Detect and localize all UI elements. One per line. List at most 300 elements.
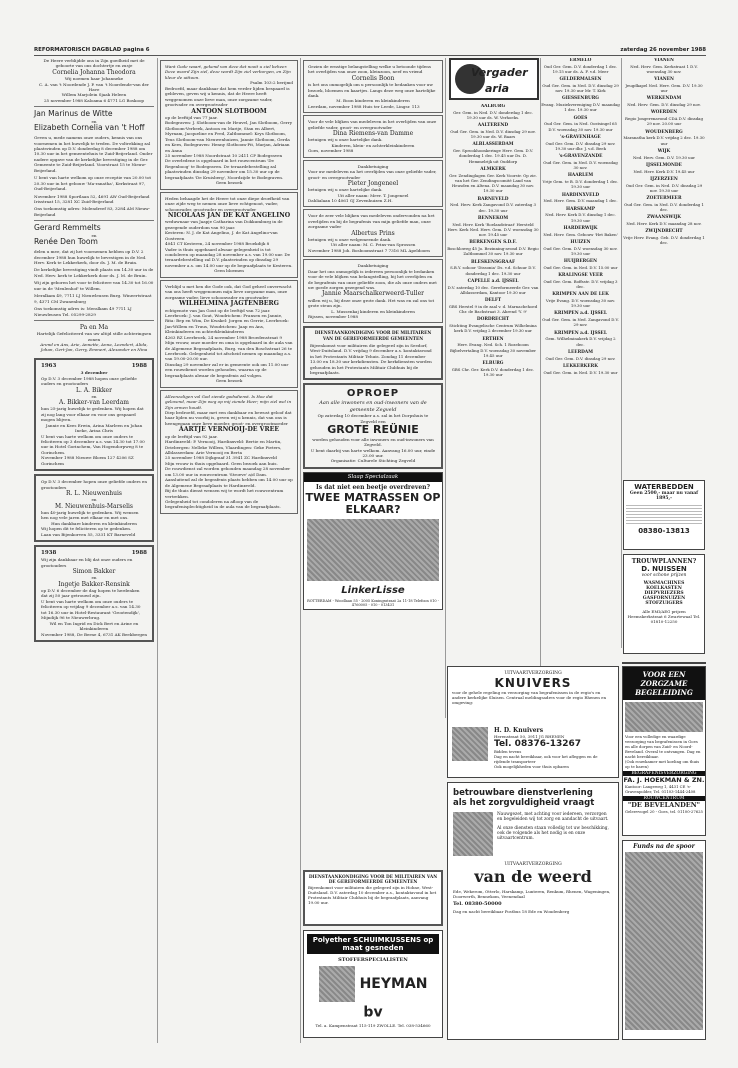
reunion-ad [303, 383, 443, 468]
thanks-signature: Uit aller naam: M. C. Prins-van Sprossen [330, 242, 416, 248]
heyman-kicker: STOFFERSPECIALISTEN [338, 957, 408, 963]
military-heading: DIENSTAANKONDIGING VOOR DE MILITAIREN VAN DE GEREFORMEERDE GEMEENTEN [308, 875, 438, 885]
anniversary-date: 3 december [80, 370, 108, 376]
reunion-subheading: Aan alle inwoners en oud-inwoners van de gemeente Zegveld [319, 399, 427, 413]
knuivers-bullet: Dag en nacht bereikbaar, ook voor het afleggen en de rijdende transporteer [494, 754, 598, 764]
meeting-town: VIANEN [654, 77, 674, 83]
anniversary-address: November 1988, De Berne 4, 6731 AK Beekbergen [41, 631, 147, 637]
meeting-entry [447, 260, 539, 276]
knuivers-text: voor de gehele regeling en verzorging van begrafenissen in de regio's en andere kerkelijke Sluisen. Centraal meldingsadres voor de regio Rhenen en omgeving: [452, 690, 607, 705]
husband-name: L. A. Bikker [76, 386, 112, 394]
meeting-town: HARDERWIJK [563, 225, 598, 231]
mattress-photo [307, 519, 439, 581]
meeting-town: AALTEREND [477, 123, 509, 129]
anniversary-box-1 [34, 358, 154, 471]
meeting-details: Ned. Herv. Gem. D.V. maandag 1 dec. [543, 198, 618, 204]
heyman-address: Tel. a. Kampenstraat 115-119 ZWOLLE. Tel. 038-534660 [315, 1023, 431, 1028]
thanks-3 [303, 160, 443, 208]
vergaderaria-logo [449, 58, 539, 100]
meeting-details: Regio Jongerenavond CDA D.V. dinsdag 29 nov. 20.00 uur [624, 116, 703, 127]
meeting-town: ERMELO [569, 58, 592, 63]
meeting-details: Oud Ger. Gem. D.V. woensdag 30 nov. 19.30 uur [543, 245, 618, 256]
birth-announcement [34, 58, 154, 103]
meeting-details: Ned. Herv. Gem. D.V. dinsdag 29 nov. [627, 102, 701, 108]
anniversary-kids: Hun dankbare kinderen en kleinkinderen [51, 520, 137, 526]
meeting-details: Gem. Wilhelminakerk D.V. vrijdag 2 dec. [545, 336, 616, 347]
meeting-town: LEKKERKERK [563, 363, 598, 369]
meeting-entry [447, 142, 539, 164]
meeting-entry [541, 226, 620, 237]
deceased-age: echtgenote van Jan Gout op de leeftijd van 72 jaar. [165, 307, 271, 313]
obituary-funeral: De rouwdienst zal worden gehouden maandag 28 november om 13.00 uur in rouwcentrum 'Stroeve' a/d Dam. Aansluitend zal de begrafenis plaats hebben om 14.00 uur op de Algemene Begraafplaats te Hardinxveld. [165, 466, 293, 488]
meeting-details: Oud Ger. Gem. D.V. dinsdag 29 nov. 19.30 uur dhr. J. v.d. Beek [545, 140, 616, 151]
thanks-signature: Kinderen, klein- en achterkleinkinderen [331, 142, 415, 148]
reunion-time: U bent daarbij van harte welkom. Aanvang 16.00 uur, einde 23.00 uur. [310, 447, 436, 459]
meeting-details: Ger. Gem. in Ned. D.V. donderdag 1 dec. 19.30 uur ds. W. Verhoeks. [453, 109, 533, 120]
obituary-3 [160, 280, 298, 388]
papa-heading: Pa en Ma [79, 323, 109, 331]
meeting-entry [447, 279, 539, 295]
column-1 [34, 58, 154, 645]
photo-ad-image [625, 852, 703, 1030]
trouw-products: WASMACHINES KOELKASTEN DIEPVRIEZERS GASFORNUIZEN STOFZUIGERS [642, 581, 686, 606]
meeting-town: IJZERZEEN [650, 176, 678, 182]
meeting-details: Oud Ger. Gem. in Ned. D.V. woensdag 30 nov. [543, 159, 618, 171]
obituary-verse: Alleenzaligen vol God ziende godsdienst. Is Hoe dat gelovend, maar Zijn weg op mij ziende Heer; mijn ziel wel in Zijn armen houdt. [165, 393, 292, 410]
anniversary-reception: U bent van harte welkom om onze ouders te feliciteren op 3 december a.s. van 14.30 tot 17.00 uur in Hotel Gorinchem, Van Hogendorpweg 8 te Gorinchem. [41, 433, 145, 455]
anniversary-intro: Op D.V. 3 december hopen onze geliefde ouders en grootouders [41, 479, 147, 490]
meeting-details: Ned. Herv. Gem. Gebouw 'Het Baken' [543, 231, 618, 237]
weerd-heading: betrouwbare dienstverlening [453, 788, 593, 798]
thanks-text-2: betuigen wij u onze welgemeende dank. [308, 236, 392, 242]
reunion-text-2: worden gehouden voor alle inwoners en oud-inwoners van Zegveld. [312, 436, 434, 448]
column-divider [445, 58, 446, 718]
future-address: Ons toekomstig adres: Molendreef 83, 3284 AM Nieuw-Beijerland [34, 206, 151, 217]
obituary-note: Mijn vrouw is thuis opgebaard. Geen bezoek aan huis. [165, 460, 278, 466]
meeting-details: Stichting Evangelische Centrum Wilhelmina kerk D.V. vrijdag 2 december 19.30 uur [449, 323, 537, 334]
deceased-age: weduwnaar van Jaapje Catharina van Dokkumburg in de gezegende ouderdom van 90 jaar. [165, 219, 283, 230]
meeting-town: HARDINXVELD [561, 192, 600, 198]
divider [34, 106, 154, 107]
obituary-text-2: Bij de thuis dienst wensen wij te wordt het rouwcentrum vertrekken. [165, 488, 284, 499]
thanks-name: Albertus Prins [351, 229, 395, 237]
anniversary-address: Laan van Bijenkorven 55, 3331 KT Barneveld [41, 531, 136, 537]
obituary-family: Kesteren: N. J. de Kat Angelino, J. de Kat Angelino-van Oostveen [165, 230, 278, 241]
thanks-address: Goes, november 1988 [308, 148, 354, 154]
meeting-details: Jeugdkapel Ned. Herv. Gem. D.V. 19.30 uur [625, 82, 703, 94]
bride-name-2: Renée Den Toom [34, 237, 98, 247]
weerd-kicker: UITVAARTVERZORGING [504, 862, 562, 867]
meeting-entry [447, 216, 539, 238]
knuivers-bullet: Ook mogelijkheden voor thuis opbaren [494, 764, 569, 769]
thanks-signature: Uit aller naam: Mevr. T. Jongeneel [337, 192, 409, 198]
meeting-town: GELDERMALSEN [559, 77, 602, 83]
weerd-footer: Dag en nacht bereikbaar Postbus 18 Ede en Woudenberg [453, 909, 570, 914]
meeting-details: Oud Ger. Gem. in Ned. Oostsingel 65 D.V. woensdag 30 nov. 19.30 uur [543, 121, 618, 132]
meeting-town: 's-GRAVENHAGE [560, 134, 601, 140]
meeting-town: KRIMPEN a.d. IJSSEL [554, 330, 607, 336]
husband-name: Simon Bakker [72, 568, 116, 576]
meeting-entry [622, 149, 706, 160]
meeting-town: BERKENGEN S.D.F. [469, 240, 517, 246]
meeting-entry [541, 331, 620, 347]
meeting-entry [541, 292, 620, 308]
obituary-funeral: De overledene is opgebaard in het rouwcentrum 'De Regenboog' te Bodegraven. De teraardebestelling zal plaatsvinden dinsdag 29 november om 15.30 uur op de begraafplaats 'De Kruisberg', Noordzijde te Bodegraven. [165, 158, 284, 180]
divider [34, 220, 154, 221]
meeting-entry [447, 167, 539, 194]
meeting-town: HARSKAMP [566, 206, 595, 212]
meeting-town: BENNEKOM [477, 215, 509, 221]
meeting-entry [622, 77, 706, 93]
thanks-5 [303, 259, 443, 323]
thanks-text: Gezien de ernstige belangstelling welke u betoonde tijdens het overlijden van onze zoon, kleinzoon, neef en vriend [308, 64, 431, 75]
obituary-text: Bedroefd, maar dankbaar dat hem verder lijden bespaard is gebleven, geven wij u kennis, dat de Heere heeft weggenomen onze lieve man, onze zorgzame vader, grootvader en overgrootvader [165, 85, 290, 108]
deceased-name: AARTJE VERNOOIJ-DE VREE [178, 426, 280, 434]
thanks-text-2: betuigen wij u onze hartelijke dank. [308, 187, 383, 193]
column-4 [447, 104, 539, 654]
meeting-details: Ned. Herv. Kerk D.V. dinsdag 1 dec. 19.30 uur [545, 212, 616, 223]
meeting-entry [447, 298, 539, 314]
thanks-1 [303, 60, 443, 113]
meeting-details: Oud Ger. Gem. in Ned. D.V. dinsdag 29 nov. 19.30 uur [625, 182, 703, 193]
meeting-details: Oud Ger. Gem. in Ned. D.V. donderdag 1 dec. [624, 201, 704, 213]
birth-siblings: Willem Marjolein Sjaak Heleen [61, 92, 127, 98]
reunion-title: GROTE REÜNIE [327, 423, 419, 437]
obituary-address: 25 november 1988 Noordstraat 10 2411 CP Bodegraven [165, 153, 283, 158]
and-text: en [91, 232, 97, 238]
obituary-verse: Want Gode waart, gekend van deze dat nooit u ziel beheer. Deze woord Zijn ziel, deze wordt Zijn ziel verborgen, en Zijn kleur de uittoon. [165, 64, 291, 80]
wedding2-text: delen u mee, dat zij het voornemen hebben op D.V. 2 december 1988 hun huwelijk te bevestigen in de Ned. Herv. Kerk te Lekkerkerk, door ds. J. M. de Bruin. [34, 249, 147, 265]
meeting-details: Vrije Gem. te B. D.V. donderdag 1 dec. 19.30 uur [542, 179, 619, 190]
obituary-text: Verblijd u met hen die Gode ook, dat God geheel onverwacht van ons heeft weggenomen mijn lieve zorgzame man, onze zorgzame vader, lieve schoonvader en grootvader [165, 283, 292, 300]
wife-name: M. Nieuwenhuis-Marselis [55, 502, 133, 510]
meeting-town: BARNEVELD [477, 196, 509, 202]
knuivers-name: H. D. Knuivers [494, 727, 544, 734]
trouw-note: Alle EMI/AEG prijzen [642, 609, 686, 614]
knuivers-contact [494, 727, 614, 769]
obituary-text: Diep bedroefd, maar met een dankbaar en bewust geloof dat haar lijden nu voorbij is, geven wij u kennis, dat van ons is heengegaan onze lieve moeder, groot- en overgrootmoeder [165, 409, 292, 426]
meeting-details: Ned. Herv. Kerk D.V. maandag 28 nov. [626, 221, 702, 227]
obituary-family: Leerbroek: J. van Gout, Woudrichem: Fransen en Jannie, Rita: Bep en Wim, De Kwakel: Jorgen en Gerrie, Leerbroek: Jan-Willem en Truus, Woudrichem: Jaap en Ans, Kleinkinderen en achterkleinkinderen [165, 312, 289, 335]
meeting-town: WOERDEN [650, 110, 678, 116]
thanks-signature: M. Boon kinderen en kleinkinderen [336, 98, 410, 104]
anniversary-years [41, 363, 147, 370]
meeting-entry [541, 193, 620, 204]
meeting-town: ZOETERMEER [646, 196, 682, 202]
obituary-2 [160, 192, 298, 278]
meeting-details: GBS Chr. Ger. Kerk D.V. donderdag 1 dec. 19.30 uur [451, 366, 535, 378]
anniversary-text: op D.V. 6 december de dag hopen te herdenken dat zij 50 jaar getrouwd zijn. [41, 588, 140, 599]
meeting-details: Oud Ger. Gem. in Ned. D.V. dinsdag 29 nov. 19.30 uur ds. W. Baars [450, 128, 536, 140]
weerd-text: Nauwgezet, met achting voor iedereen, verzorgen en begeleiden wij tot zorg en aandacht de uitvaart. [497, 812, 609, 822]
meeting-entry [447, 197, 539, 213]
trouw-address: Heemskerkstraat 6 Zwartewaal Tel. 01810-12250 [627, 614, 701, 624]
anniversary-reception: U bent van harte welkom om onze ouders te feliciteren op vrijdag 9 december a.s. van 14.30 tot 16.30 uur in Hotel-Restaurant 'Grootendijk', Mijndijk 96 te Nieuwerbrug. [41, 598, 141, 621]
meeting-town: DORDRECHT [476, 317, 510, 323]
obituary-condolence: Gelegenheid tot condoleren na afloop van de begrafenisplechtigheid in de aula van de begraafplaats. [165, 498, 281, 510]
year-end: 1988 [131, 362, 147, 369]
thanks-address: Rijssen, november 1988 [308, 313, 358, 319]
knuivers-photo [452, 727, 488, 761]
hoekman-text-2: (Ook rouwkamer met koeling om thuis op te baren) [625, 759, 700, 769]
meeting-details: Ned. Herv. Kerk D.V. 19.45 uur [633, 168, 695, 174]
meeting-details: Oud Ger. Gem. in Ned. Zangavond D.V. 29 nov. [542, 317, 619, 328]
anniversary-text-2: Wij hopen dit te feliciteren op te gedenken. [41, 526, 132, 532]
thanks-4 [303, 209, 443, 257]
deceased-age: op de leeftijd van 77 jaar. [165, 114, 218, 120]
meeting-details: Vrije Herv. Evang. Geb. D.V. donderdag 1 dec. [623, 234, 705, 246]
waterbed-phone: 08380-13813 [638, 527, 690, 535]
meeting-entry [541, 173, 620, 189]
papa-text: Hartelijk Gefeliciteerd van uw altijd stille achteringsen zonen [36, 331, 152, 342]
weerd-phone: Tel. 08380-50000 [453, 901, 502, 907]
knuivers-kicker: UITVAARTVERZORGING [504, 671, 562, 676]
divider [34, 320, 154, 321]
weerd-photo [453, 812, 493, 856]
wife-name: A. Bikker-van Leerdam [59, 399, 129, 407]
meeting-entry [447, 123, 539, 139]
meeting-entry [622, 163, 706, 174]
trouw-heading: TROUWPLANNEN? [631, 558, 697, 565]
anniversary-box-3 [34, 545, 154, 642]
meeting-details: Ger. Sprookhoonkeringe Herv. Gem. D.V. donderdag 1 dec. 19.45 uur Ds. D. Hemmelrijk uit Ouddorp [452, 148, 534, 164]
meeting-entry [622, 96, 706, 107]
meeting-town: GIESSENBURG [562, 96, 599, 102]
meeting-details: Herv. Evang. Ned. Sch. 1 Rozeboom Bijbelvertaling D.V. woensdag 30 november 19.45 uur [449, 342, 537, 358]
meeting-town: WOUDENBERG [645, 129, 683, 135]
obituary-note: Geen bezoek [215, 378, 243, 384]
meeting-entry [447, 317, 539, 333]
thanks-text: Voor uw medeleven na het overlijden van onze geliefde vader, groot- en overgrootvader [308, 169, 437, 180]
anniversary-intro: Wij zijn dankbaar en blij dat onze ouders en grootouders [41, 557, 133, 568]
thanks-signature: L. Mussenkaj kinderen en kleinkinderen [331, 308, 415, 314]
meeting-details: Oud Ger. Gem. in Ned. D.V. 15.00 uur [543, 264, 618, 270]
waterbed-price: Geen 2500,- maar nu vanaf 1895,- [629, 491, 699, 501]
waterbed-ad [623, 480, 705, 550]
wedding-address: November 1988 Sportlaan 52, 4691 AW Oud-Beijerland Irisstraat 15, 3281 XC Zuid-Beijerland [34, 193, 150, 204]
knuivers-phone: Tel. 08376-13267 [494, 739, 582, 749]
meeting-town: HUIZEN [570, 239, 591, 245]
anniversary-text: hun 40-jarig huwelijk te gedenken. Wij wensen hen nog vele jaren met elkaar en met ons. [41, 509, 139, 521]
birth-parents: C. A. van 't Noordende J. P. van 't Noordende-van der Have [39, 81, 149, 92]
hoekman-centre-address: Geleevvogel 20 - Goes, tel. 01100-27625 [625, 809, 703, 814]
obituary-note: Geen bezoek [215, 180, 243, 186]
thanks-name: Jannie Maarschalkerweerd-Tuller [322, 290, 424, 298]
reunion-text: Op zaterdag 10 december a.s. zal in het Dorpshuis te Zegveld een [317, 413, 429, 424]
meeting-details: Ned. Herv. Kerk Zangavond D.V. zaterdag 3 dec. 19.30 uur [449, 202, 537, 213]
anniversary-kids: Wil en Ton Ingrid en Dick Bert en Arine en kleinkinderen [49, 620, 139, 632]
birth-date: 25 november 1988 Kaloama 6 4771 LG Boskoop [43, 97, 145, 103]
year-start: 1963 [41, 362, 57, 369]
groom-name-2: Gerard Remmelts [34, 223, 101, 233]
meeting-town: ZWAANSWIJK [647, 215, 681, 221]
and-text: en [91, 575, 97, 581]
thanks-name: Dina Riemens-van Damme [332, 130, 414, 138]
thanks-text: Voor de vele blijken van medeleven in het overlijden van onze geliefde vader, groot- en overgrootvader [308, 119, 437, 130]
meeting-details: Oud Ger. Gem. D.V. dinsdag 29 nov. [545, 355, 616, 361]
obituary-family: Hardinxveld: P. Vernooij, Hardinxveld: Bertie en Martin, Driebergen: Nelleke Willem, Vlaardingen: Geke Pieters, Alblasserdam: Arie Vernooij en Berta [165, 439, 282, 455]
meeting-entry [541, 240, 620, 256]
thanks-address: Leerdam, november 1988 Huis ter Leede, Lingsr. 113 [308, 103, 420, 109]
meeting-entry [622, 215, 706, 226]
thanks-address: November 1988 Joh. Bosboomstraat 7 7316 ML Apeldoorn [308, 247, 430, 253]
meeting-town: WIJK [657, 148, 671, 154]
meeting-entry [541, 116, 620, 132]
wife-name: Ingetje Bakker-Rensink [58, 580, 130, 588]
trouw-tagline: voor schone prijzen [641, 573, 687, 578]
photo-ad-caption: Funds na de spoor [633, 843, 695, 850]
thanks-name: Cornelis Boon [351, 74, 395, 82]
meeting-town: ELBURG [482, 361, 504, 367]
meeting-entry [447, 104, 539, 120]
trouwplannen-ad [623, 554, 705, 654]
heyman-photo [319, 966, 355, 1002]
weerd-name: van de weerd [474, 867, 592, 886]
year-start: 1938 [41, 550, 57, 556]
thanks-text-2: is het ons onmogelijk om u persoonlijk te bedanken voor uw bezoek, bloemen en kaartjes. Langs deze weg onze hartelijke dank. [308, 82, 436, 98]
header-left: REFORMATORISCH DAGBLAD pagina 6 [34, 47, 150, 53]
meeting-town: BLESKENSGRAAF [470, 259, 516, 265]
waterbed-heading: WATERBEDDEN [634, 483, 694, 491]
meeting-entry [447, 361, 539, 377]
meeting-entry [541, 364, 620, 375]
obituary-4 [160, 390, 298, 514]
wedding2-church: De kerkelijke bevestiging vindt plaats om 14.30 uur in de Ned. Herv. kerk te Lekkerkerk door ds. J. M. de Bruin. [34, 267, 154, 278]
papa-kids: Arend en Ans, Arie, Annette, Anna, Leendert, Alida, Johan, Gert-Jan, Gerry, Emmert, Alexander en Nina [40, 342, 148, 353]
thanks-text-2: willen wij u, bij deze onze grote dank. Het was en zal ons tot grote steun zijn. [308, 297, 435, 309]
military-heading: DIENSTAANKONDIGING VOOR DE MILITAIREN VAN DE GEREFORMEERDE GEMEENTEN [314, 331, 432, 343]
hoekman-banner: VOOR EEN ZORGZAME BEGELEIDING [623, 667, 705, 700]
meeting-entry [541, 311, 620, 327]
obituary-family: Bodegraven: J. Slotboom-van de Heuvel, Jan Slotboom, Gerry Slotboom-Verbeek, Antoon en Marije, Stan en Albert, Myrnam, Jacqueline en Fred, Zaltbommel: Krys Slotboom, Teus Slotboom-van Nieuwenhuizen, Jannie Slotboom, Gerda en Kees, Bodegraven: Henny Slotboom-Pit, Marjan, Adriaan en Anna [165, 120, 293, 153]
mattress-banner: Slaap Specialzaak [304, 473, 442, 482]
hoekman-ad-full [622, 662, 706, 664]
meeting-entry [622, 196, 706, 212]
anniversary-address: November 1988 Nieuwe Bloem 127 4206 SZ Gorinchem [41, 455, 134, 466]
meeting-town: VIANEN [654, 58, 674, 63]
meeting-town: IJSSELMONDE [646, 162, 682, 168]
wedding-reception: U bent van harte welkom op onze receptie van 20.00 tot 20.30 uur in het gebouw 'Ma-ranatha', Kerkstraat 97, Oud-Beijerland. [34, 175, 152, 192]
military-text: Bijeenkomst voor militairen die gelegerd zijn in Hohne, West-Duitsland. D.V. zaterdag 10 december a.s., kontaktavond in het Protestants Militair Clubhuis bij de begraafplaats, aanvang 19.00 uur. [308, 885, 437, 905]
and-text: en [91, 393, 97, 399]
heyman-logo: HEYMAN bv [359, 976, 428, 1021]
obituary-psalm: Psalm 103:2 berijmd [250, 80, 293, 86]
meeting-town: GOES [573, 115, 588, 121]
heyman-ad [303, 930, 443, 1038]
hoekman-photo [625, 702, 703, 732]
linker-logo: LinkerLisse [341, 585, 405, 597]
mattress-headline: TWEE MATRASSEN OP ELKAAR? [305, 491, 441, 517]
meeting-details: Maranatha kerk D.V. vrijdag 2 dec. 19.30 uur [623, 135, 705, 146]
hoekman-address: Kantoor: Langeweg 1, 4431 CE 's-Gravenpolder, Tel. 01103-1444-2408 [625, 784, 696, 794]
husband-name: R. L. Nieuwenhuis [66, 490, 122, 497]
deceased-name: WILHELMINA JAGTENBERG [179, 300, 279, 308]
meeting-details: Ned. Herv. Gem. Kerkstraat 1 D.V. woensdag 30 nov. [630, 63, 698, 74]
meeting-entry [541, 259, 620, 270]
wedding2-reception: Wij zijn geboren het voor te felicitere van 14.30 tot 16.00 uur in de 'Meulenhof' te Willem. [34, 280, 154, 291]
military-service-notice [303, 326, 443, 380]
meeting-entry [447, 337, 539, 359]
column-7 [622, 58, 706, 476]
heyman-headline: Polyether SCHUIMKUSSENS op maat gesneden [307, 934, 439, 954]
meeting-entry [541, 207, 620, 223]
meeting-entry [541, 77, 620, 93]
anniversary-years [41, 550, 147, 557]
meeting-town: KRIMPEN a.d. IJSSEL [554, 311, 607, 317]
logo-text-top: Vergader [471, 66, 528, 79]
meeting-details: Ger. Zendinglagen Ger. Kerk Voorstr. Op zie. van het Ger. Zendingscomité Land van Heusden en Altena. D.V. maandag 30 nov. 19.30 uur [449, 172, 537, 194]
reunion-heading: OPROEP [346, 388, 400, 400]
thanks-text-2: betuigen wij u onze hartelijke dank. [308, 137, 383, 143]
deceased-age: op de leeftijd van 92 jaar. [165, 433, 218, 439]
weerd-ad [447, 782, 619, 1040]
linker-address: ROTTERDAM - Woodlaan 55 - 2005 Koningsstraat 2a 11-18 Telefoon 010 - 4760005 - 010 - 013431 [307, 598, 439, 608]
knuivers-bullet: Bidden tevens [494, 749, 522, 754]
column-divider [157, 58, 158, 1043]
meeting-town: ZWIJNDRECHT [645, 229, 683, 235]
page-header [34, 46, 706, 56]
anniversary-text: hun 25-jarig huwelijk te gedenken. Wij hopen dat zij nog lang voor elkaar en voor ons gespaard mogen blijven. [41, 406, 144, 423]
hoekman-kicker: BEGRAFENISVERZORGING [623, 771, 705, 776]
and-text: en [91, 497, 97, 503]
meeting-town: ALMKERK [480, 166, 506, 172]
year-end: 1988 [131, 550, 147, 556]
knuivers-ad [447, 666, 619, 778]
meeting-town: HUIJBERGEN [563, 259, 598, 265]
meeting-details: Ned. Herv. Gem. D.V. 19.30 uur [632, 154, 696, 160]
zorgzame-ad [622, 666, 706, 836]
anniversary-kids: Jannie en Kees Erwin, Arina Marleen en Johan Ineke, Arina Chris [45, 422, 143, 434]
weerd-towns: Ede, Wekerom, Otterlo, Harskamp, Lunteren, Renkum, Rhenen, Wageningen, Doorwerth, Bennekom, Veenendaal [453, 889, 611, 899]
meeting-town: KRIMPEN AAN DE LEK [552, 292, 609, 298]
meeting-entry [622, 110, 706, 126]
column-2 [160, 58, 298, 516]
column-divider [300, 58, 301, 1043]
meeting-entry [541, 350, 620, 361]
meeting-details: Vrije Evang. D.V. woensdag 30 nov. 19.30 uur [545, 297, 616, 309]
deceased-name: ANTOON SLOTBOOM [191, 107, 267, 115]
birth-intro: De Heere verblijdde ons in Zijn goedheid met de geboorte van ons dochtertje en zusje [43, 58, 145, 69]
meeting-entry [447, 240, 539, 256]
meeting-entry [541, 135, 620, 151]
meeting-town: CAPELLE a.d. IJSSEL [467, 278, 519, 284]
obituary-address: 4263 RZ Leerbroek, 24 november 1988 Broedenstraat 9 [165, 334, 282, 340]
hoekman-text: Voor een volledige en waardige verzorging van begrafenissen in Goes en alle dorpen van Zuid- en Noord-Beveland. Overal te ontvangen. Dag en nacht bereikbaar. [625, 734, 701, 759]
meeting-details: GBS Herstel 9 in de zaal v. d. Marnacbehoed Chr. de Bachstraat 3. Ahrend 'Y. 9' [448, 303, 538, 315]
column-5 [541, 58, 620, 658]
waterbed-list [626, 503, 702, 525]
obituary-note: Geen bloemen [214, 268, 244, 274]
weerd-subheading: als het zorgvuldigheid vraagt [453, 798, 595, 808]
meeting-town: KRALINGSE VEER [558, 273, 603, 279]
knuivers-title: KNUIVERS [494, 676, 572, 690]
meeting-details: D.V. zaterdag 10 dec. Gereformeerde Ger. van Alblasserdam, Kantoor 19.30 uur [447, 284, 539, 295]
meeting-entry [622, 229, 706, 245]
thanks-heading: Dankbetuiging [357, 163, 389, 169]
meeting-town: ALBLASSERDAM [472, 142, 514, 148]
wedding2-address: Meralkam 49, 7711 LJ Nieuwleusen Burg. Wineertstraat 9, 4371 CM Zwanenburg [34, 293, 152, 304]
obituary-address: 4041 CT Kesteren, 24 november 1988 Broekdijk 8 [165, 241, 270, 247]
obituary-viewing: Mijn vrouw, onze moeder en oma is opgebaard in de aula van de Algemene Begraafplaats, Burg. van den Boschstraat 26 te Leerbroek. Gelegenheid tot afscheid nemen op maandag a.s. van 19.00-20.00 uur. [165, 340, 293, 362]
meeting-details: Oud Ger. Gem. in Ned. D.V. dinsdag 29 nov. 19.30 uur Mr. T. Kirk [542, 82, 619, 94]
anniversary-box-2 [34, 474, 154, 542]
meeting-entry [541, 58, 620, 74]
child-name: Cornelia Johanna Theodora [52, 68, 136, 76]
meeting-town: 's-GRAVENZANDE [558, 154, 603, 160]
meeting-entry [622, 177, 706, 193]
thanks-text: Voor de zeer vele blijken van medeleven ondervonden na het overlijden en bij de begrafenis van mijn geliefde man, onze zorgzame vader [308, 213, 435, 230]
meeting-entry [541, 154, 620, 170]
